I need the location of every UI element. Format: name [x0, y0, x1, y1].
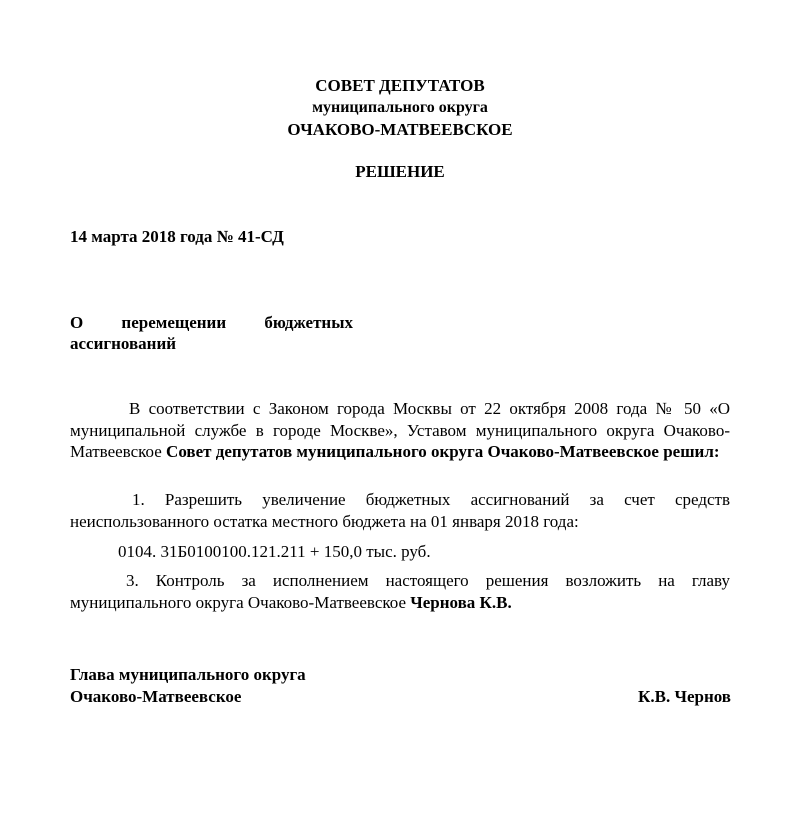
item-1-paragraph: 1. Разрешить увеличение бюджетных ассигнований за счет средств неиспользованного остатка местного бюджета на 01 января 2018 года:	[70, 490, 730, 531]
item-3-paragraph	[70, 570, 730, 613]
signature-title-line-1: Глава муниципального округа	[70, 665, 306, 684]
document-type: РЕШЕНИЕ	[355, 162, 445, 181]
preamble-text: В соответствии с Законом города Москвы от 22 октября 2008 года № 50 «О муниципальной службе в городе Москве», Уставом муниципального округа Очаково-Матвеевское	[70, 399, 730, 461]
district-type: муниципального округа	[312, 99, 488, 116]
preamble-resolution: Совет депутатов муниципального округа Очаково-Матвеевское решил:	[166, 442, 720, 461]
subject-line-2: ассигнований	[70, 334, 177, 353]
subject-line-1: О перемещении бюджетных	[70, 313, 353, 332]
item-3-text: 3. Контроль за исполнением настоящего решения возложить на главу муниципального округа Очаково-Матвеевское	[70, 571, 730, 612]
signature-title-line-2: Очаково-Матвеевское	[70, 687, 242, 706]
council-title: СОВЕТ ДЕПУТАТОВ	[315, 76, 485, 95]
document-date-number: 14 марта 2018 года № 41-СД	[70, 227, 284, 246]
signature-title	[70, 664, 306, 708]
signature-name: К.В. Чернов	[638, 687, 731, 706]
district-name: ОЧАКОВО-МАТВЕЕВСКОЕ	[287, 120, 513, 139]
preamble-paragraph	[70, 398, 730, 463]
document-subject	[70, 312, 353, 354]
item-3-person: Чернова К.В.	[410, 592, 512, 612]
budget-line: 0104. 31Б0100100.121.211 + 150,0 тыс. руб.	[118, 542, 431, 561]
